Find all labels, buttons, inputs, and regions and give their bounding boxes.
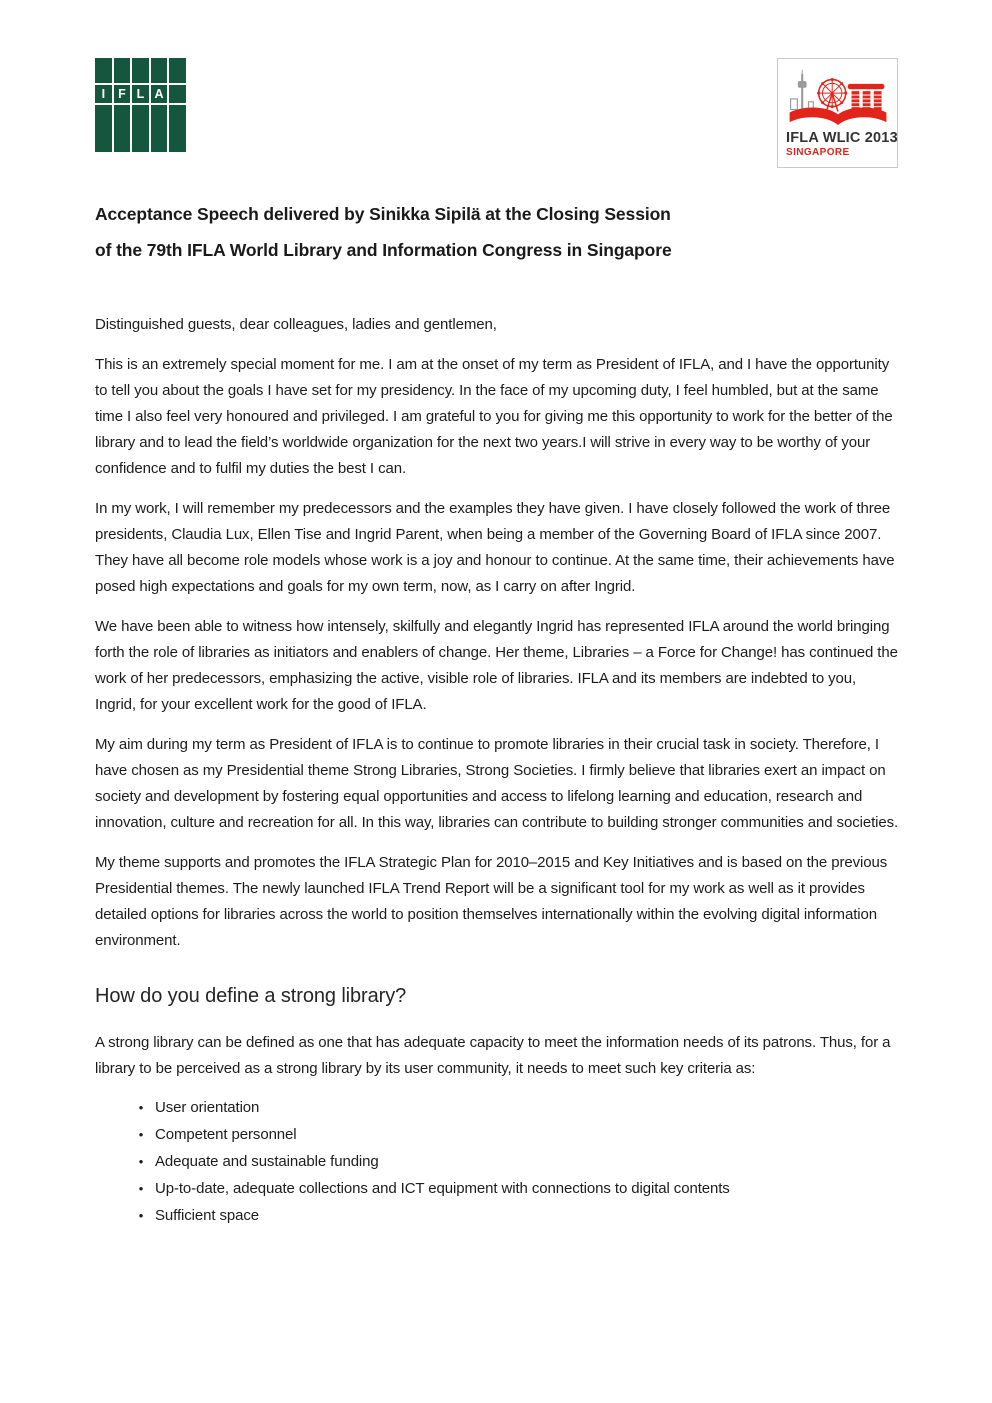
list-item-text: Sufficient space — [155, 1207, 260, 1224]
list-item — [95, 1202, 899, 1229]
criteria-bullet-list — [95, 1094, 899, 1229]
body-paragraph: My theme supports and promotes the IFLA Strategic Plan for 2010–2015 and Key Initiatives and is based on the previous Presidential themes. The newly launched IFLA Trend Report will be a significant tool for my work as well as it provides detailed options for libraries across the world to position themselves internationally within the evolving digital information environment. — [95, 854, 888, 949]
list-item-text: Adequate and sustainable funding — [155, 1153, 379, 1170]
list-item — [95, 1094, 899, 1121]
ifla-logo-cell — [95, 58, 112, 83]
bullet-marker: • — [138, 1208, 144, 1223]
ifla-logo-letter: F — [114, 85, 131, 103]
document-title — [95, 196, 898, 268]
ifla-logo — [95, 58, 186, 153]
list-item — [95, 1121, 899, 1148]
body-paragraph: This is an extremely special moment for me. I am at the onset of my term as President of IFLA, and I have the opportunity to tell you about the goals I have set for my presidency. In the face of my upcoming duty, I feel humbled, but at the same time I also feel very honoured and privileged. I am grateful to you for giving me this opportunity to work for the better of the library and to lead the field’s worldwide organization for the next two years.I will strive in every way to be worthy of your confidence and to fulfil my duties the best I can. — [95, 356, 893, 477]
greeting-paragraph: Distinguished guests, dear colleagues, ladies and gentlemen, — [95, 316, 497, 333]
body-paragraph: In my work, I will remember my predecessors and the examples they have given. I have closely followed the work of three presidents, Claudia Lux, Ellen Tise and Ingrid Parent, when being a member of the Governing Board of IFLA since 2007. They have all become role models whose work is a joy and honour to continue. At the same time, their achievements have posed high expectations and goals for my own term, now, as I carry on after Ingrid. — [95, 500, 895, 595]
ifla-logo-cell — [132, 105, 149, 152]
ifla-logo-letter: I — [95, 85, 112, 103]
wlic-logo-title: IFLA WLIC 2013 — [786, 130, 898, 146]
ifla-logo-cell — [169, 85, 186, 103]
wlic-2013-logo — [777, 58, 898, 168]
bullet-marker: • — [138, 1181, 144, 1196]
list-item — [95, 1148, 899, 1175]
document-body — [95, 312, 899, 1229]
header — [95, 58, 898, 162]
ifla-logo-cell — [151, 58, 168, 83]
document-title-line2: of the 79th IFLA World Library and Information Congress in Singapore — [95, 240, 672, 260]
section-intro-paragraph: A strong library can be defined as one that has adequate capacity to meet the information needs of its patrons. Thus, for a library to be perceived as a strong library by its user community, it needs to meet such key criteria as: — [95, 1034, 891, 1077]
ifla-logo-cell — [169, 58, 186, 83]
body-paragraph: My aim during my term as President of IFLA is to continue to promote libraries in their crucial task in society. Therefore, I have chosen as my Presidential theme Strong Libraries, Strong Societies. I firmly believe that libraries exert an impact on society and development by fostering equal opportunities and access to lifelong learning and education, research and innovation, culture and recreation for all. In this way, libraries can contribute to building stronger communities and societies. — [95, 736, 899, 831]
bullet-marker: • — [138, 1154, 144, 1169]
bullet-marker: • — [138, 1127, 144, 1142]
ifla-logo-cell — [151, 105, 168, 152]
ifla-logo-letter: L — [132, 85, 149, 103]
ifla-logo-cell — [169, 105, 186, 152]
list-item-text: User orientation — [155, 1099, 260, 1116]
list-item-text: Up-to-date, adequate collections and ICT equipment with connections to digital contents — [155, 1180, 730, 1197]
section-heading: How do you define a strong library? — [95, 985, 407, 1007]
body-paragraph: We have been able to witness how intensely, skilfully and elegantly Ingrid has represented IFLA around the world bringing forth the role of libraries as initiators and enablers of change. Her theme, Libraries – a Force for Change! has continued the work of her predecessors, emphasizing the active, visible role of libraries. IFLA and its members are indebted to you, Ingrid, for your excellent work for the good of IFLA. — [95, 618, 898, 713]
singapore-skyline-book-icon — [786, 66, 890, 126]
ifla-logo-cell — [132, 58, 149, 83]
wlic-logo-subtitle: SINGAPORE — [786, 147, 850, 158]
ifla-logo-cell — [114, 58, 131, 83]
bullet-marker: • — [138, 1100, 144, 1115]
list-item-text: Competent personnel — [155, 1126, 297, 1143]
ifla-logo-letter: A — [151, 85, 168, 103]
ifla-logo-cell — [95, 105, 112, 152]
document-title-line1: Acceptance Speech delivered by Sinikka Sipilä at the Closing Session — [95, 204, 671, 224]
list-item — [95, 1175, 899, 1202]
ifla-logo-cell — [114, 105, 131, 152]
